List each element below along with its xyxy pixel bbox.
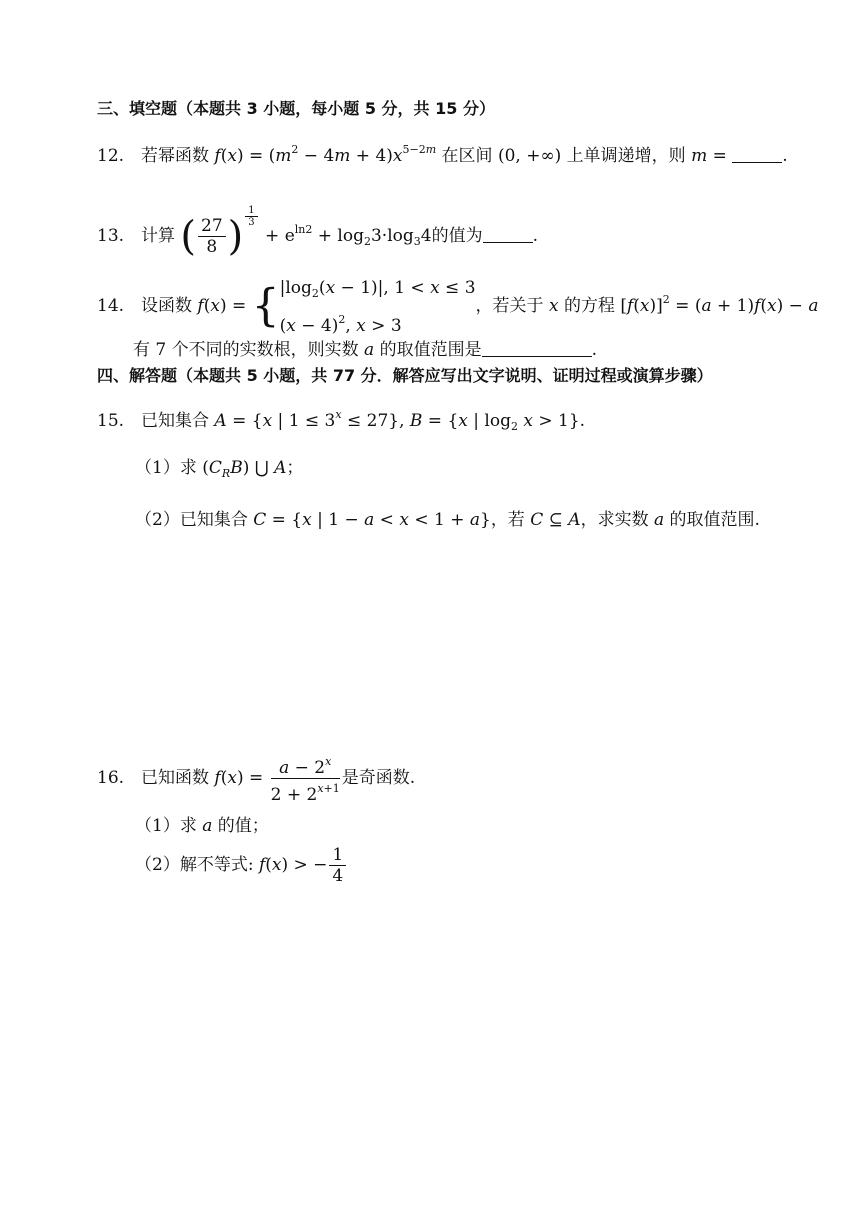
question-text: 若幂函数 bbox=[141, 146, 209, 166]
question-text: 已知函数 bbox=[141, 768, 209, 788]
question-13 bbox=[97, 196, 538, 262]
question-number: 12. bbox=[97, 146, 125, 166]
question-text: . bbox=[782, 146, 788, 166]
math-variable: x bbox=[548, 296, 559, 316]
question-text: 计算 bbox=[141, 226, 175, 246]
question-text: 的取值范围是 bbox=[379, 340, 482, 360]
math-expression: f(x) = $\frac{a - 2^x}{2 + 2^{x+1}}$ bbox=[214, 768, 341, 788]
question-text: （1）求 bbox=[135, 816, 197, 836]
question-text: ，若关于 bbox=[475, 296, 544, 316]
question-16-part2 bbox=[135, 843, 348, 887]
question-text: . bbox=[591, 340, 597, 360]
question-text: （1）求 bbox=[135, 458, 197, 478]
question-16 bbox=[97, 752, 415, 805]
math-expression: $f(x) = (m^2 - 4m + 4)x^{5-2m}$ bbox=[214, 143, 437, 166]
question-text: 上单调递增，则 bbox=[566, 146, 686, 166]
math-expression: C ⊆ A bbox=[530, 510, 581, 530]
math-variable: a bbox=[364, 340, 375, 360]
answer-blank[interactable] bbox=[483, 228, 533, 243]
question-text: 是奇函数. bbox=[341, 768, 416, 788]
question-text: （2）已知集合 bbox=[135, 510, 248, 530]
question-text: . bbox=[579, 411, 586, 431]
question-14-line2 bbox=[133, 340, 597, 360]
math-variable: a bbox=[202, 816, 213, 836]
question-text: 设函数 bbox=[141, 296, 192, 316]
question-number: 14. bbox=[97, 296, 125, 316]
math-inequality: f(x) > − $\frac{1}{4}$ bbox=[259, 855, 348, 875]
question-number: 16. bbox=[97, 768, 125, 788]
question-text: 的方程 bbox=[563, 296, 615, 316]
section-3-title: 三、填空题（本题共 3 小题，每小题 5 分，共 15 分） bbox=[97, 99, 495, 118]
answer-blank[interactable] bbox=[732, 148, 782, 163]
question-12: 12. 若幂函数 $f(x) = (m^2 - 4m + 4)x^{5-2m}$ 在区间 (0, +∞) 上单调递增，则 m = . bbox=[97, 143, 788, 166]
answer-blank[interactable] bbox=[482, 342, 592, 357]
math-expression: C = {x | 1 − a < x < 1 + a} bbox=[253, 510, 491, 530]
question-14 bbox=[97, 272, 818, 339]
piecewise-function: f(x) = { $|\log_2(x - 1)|$, 1 < x ≤ 3 $(x - 4)^2$, x > 3 bbox=[197, 277, 476, 336]
question-15-part2 bbox=[135, 510, 760, 530]
question-text: 在区间 bbox=[441, 146, 493, 166]
question-text: 的取值范围. bbox=[669, 510, 760, 530]
math-equation: $[f(x)]^2 = (a + 1)f(x) - a$ bbox=[620, 293, 819, 316]
question-number: 15. bbox=[97, 411, 125, 431]
question-text: . bbox=[532, 226, 538, 246]
question-15 bbox=[97, 405, 585, 437]
math-expression: A = {x | $1 \le 3^x \le 27$}, B = {x | $\log_2 x > 1$} bbox=[214, 408, 580, 433]
question-text: ，若 bbox=[490, 510, 525, 530]
question-16-part1 bbox=[135, 816, 269, 836]
question-number: 13. bbox=[97, 226, 125, 246]
question-text: 的值为 bbox=[431, 226, 483, 246]
question-text: 已知集合 bbox=[141, 411, 209, 431]
math-expression: ( $\frac{27}{8}$ ) $^{\frac{1}{3}}$ + $e^{ln2} + \log_23\cdot\log_34$ bbox=[180, 204, 432, 260]
math-expression: $(C_RB)$ ⋃ A bbox=[202, 458, 287, 480]
question-text: ； bbox=[286, 458, 304, 478]
question-text: （2）解不等式: bbox=[135, 855, 254, 875]
math-variable: a bbox=[653, 510, 665, 530]
question-text: 的值； bbox=[217, 816, 269, 836]
question-15-part1 bbox=[135, 458, 303, 484]
math-variable: m bbox=[691, 146, 708, 166]
section-4-title: 四、解答题（本题共 5 小题，共 77 分．解答应写出文字说明、证明过程或演算步骤） bbox=[97, 366, 713, 385]
math-interval: (0, +∞) bbox=[497, 146, 562, 166]
question-text: ，求实数 bbox=[580, 510, 649, 530]
question-text: 有 7 个不同的实数根，则实数 bbox=[133, 340, 359, 360]
